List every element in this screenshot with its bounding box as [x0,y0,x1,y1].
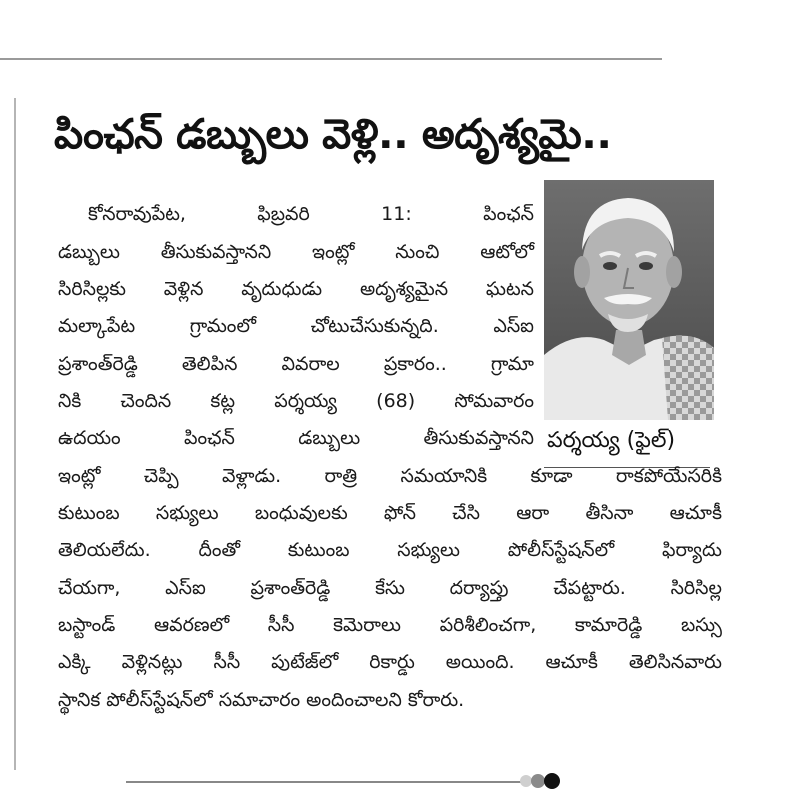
body-line: ఎక్కి వెళ్లినట్లు సీసీ పుటేజ్‌లో రికార్డు అయింది. ఆచూకీ తెలిసినవారు [58,651,722,673]
footer-divider [126,781,528,783]
body-line: ప్రశాంత్‌రెడ్డి తెలిపిన వివరాల ప్రకారం.. గ్రామా [58,353,534,375]
body-line: ఇంట్లో చెప్పి వెళ్లాడు. రాత్రి సమయానికి కూడా రాకపోయేసరికి [58,465,722,487]
column-divider [14,98,16,770]
body-line: చేయగా, ఎస్ఐ ప్రశాంత్‌రెడ్డి కేసు దర్యాప్తు చేపట్టారు. సిరిసిల్ల [58,577,722,599]
body-line: సిరిసిల్లకు వెళ్లిన వృదుధుడు అదృశ్యమైన ఘటన [58,278,534,300]
portrait-photo [544,180,714,420]
end-dots-icon [516,771,566,791]
photo-caption: పర్శయ్య (ఫైల్) [547,428,676,453]
body-line: డబ్బులు తీసుకువస్తానని ఇంట్లో నుంచి ఆటోలో [58,241,534,263]
body-line: నికి చెందిన కట్ల పర్శయ్య (68) సోమవారం [58,390,534,412]
body-line: మల్కాపేట గ్రామంలో చోటుచేసుకున్నది. ఎస్ఐ [58,315,534,337]
body-line: కోనరావుపేట, ఫిబ్రవరి 11: పింఛన్ [88,203,534,225]
body-line: కుటుంబ సభ్యులు బంధువులకు ఫోన్ చేసి ఆరా తీసినా ఆచూకీ [58,502,722,524]
body-line: తెలియలేదు. దీంతో కుటుంబ సభ్యులు పోలీస్‌స్టేషన్‌లో ఫిర్యాదు [58,539,722,561]
body-line: స్థానిక పోలీస్‌స్టేషన్‌లో సమాచారం అందించాలని కోరారు. [58,689,465,711]
body-line: ఉదయం పింఛన్ డబ్బులు తీసుకువస్తానని [58,427,534,449]
body-line: బస్టాండ్ ఆవరణలో సీసీ కెమెరాలు పరిశీలించగా, కామారెడ్డి బస్సు [58,614,722,636]
top-divider [0,58,662,60]
article-headline: పింఛన్ డబ్బులు వెళ్లి.. అదృశ్యమై.. [54,110,612,158]
